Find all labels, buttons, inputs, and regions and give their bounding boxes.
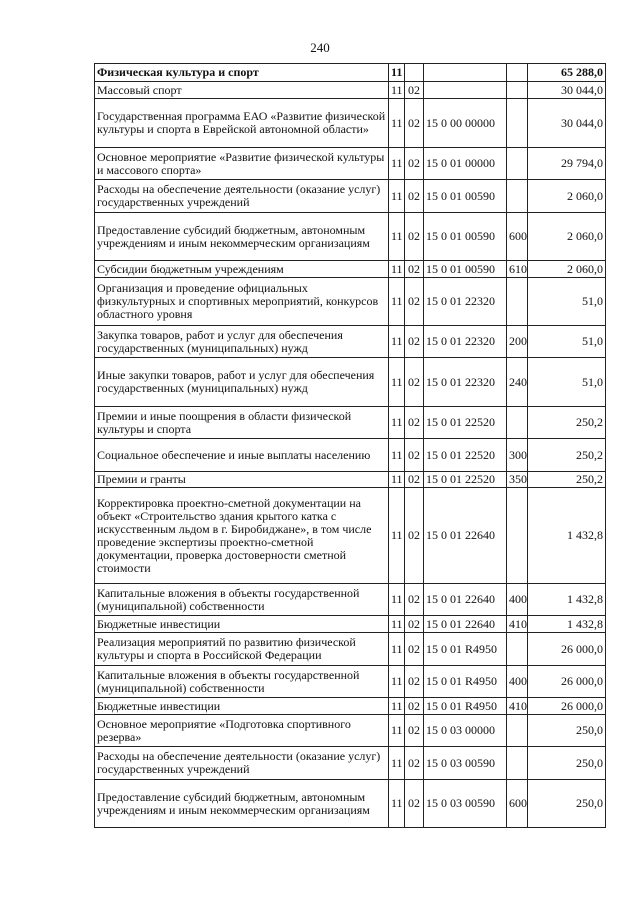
- amount-cell: 51,0: [528, 278, 606, 326]
- expense-type-cell: [507, 407, 528, 439]
- expense-name-cell: Основное мероприятие «Подготовка спортивного резерва»: [95, 715, 389, 747]
- subsection-code-cell: 02: [405, 278, 424, 326]
- subsection-code-cell: 02: [405, 82, 424, 99]
- target-article-cell: 15 0 01 22640: [424, 584, 507, 616]
- amount-cell: 1 432,8: [528, 616, 606, 633]
- target-article-cell: 15 0 01 R4950: [424, 698, 507, 715]
- target-article-cell: 15 0 01 00590: [424, 261, 507, 278]
- target-article-cell: 15 0 00 00000: [424, 99, 507, 148]
- subsection-code-cell: [405, 64, 424, 82]
- table-row: [95, 439, 606, 472]
- target-article-cell: 15 0 01 00590: [424, 213, 507, 261]
- amount-cell: 1 432,8: [528, 584, 606, 616]
- expense-type-cell: [507, 148, 528, 180]
- expense-type-cell: 200: [507, 326, 528, 358]
- amount-cell: 30 044,0: [528, 82, 606, 99]
- subsection-code-cell: 02: [405, 616, 424, 633]
- table-row: [95, 82, 606, 99]
- subsection-code-cell: 02: [405, 780, 424, 828]
- amount-cell: 65 288,0: [528, 64, 606, 82]
- amount-cell: 250,2: [528, 439, 606, 472]
- subsection-code-cell: 02: [405, 99, 424, 148]
- target-article-cell: 15 0 03 00590: [424, 780, 507, 828]
- subsection-code-cell: 02: [405, 584, 424, 616]
- expense-type-cell: [507, 180, 528, 213]
- expense-type-cell: 610: [507, 261, 528, 278]
- section-code-cell: 11: [389, 326, 405, 358]
- expense-type-cell: 400: [507, 666, 528, 698]
- subsection-code-cell: 02: [405, 261, 424, 278]
- expense-type-cell: [507, 99, 528, 148]
- subsection-code-cell: 02: [405, 747, 424, 780]
- amount-cell: 250,0: [528, 780, 606, 828]
- expense-name-cell: Корректировка проектно-сметной документации на объект «Строительство здания крытого катка с искусственным льдом в г. Биробиджане», в том числе проведение экспертизы проектно-сметной документации, проверка достоверности сметной стоимости: [95, 488, 389, 584]
- section-code-cell: 11: [389, 358, 405, 407]
- section-code-cell: 11: [389, 64, 405, 82]
- target-article-cell: 15 0 03 00000: [424, 715, 507, 747]
- target-article-cell: 15 0 01 22320: [424, 278, 507, 326]
- amount-cell: 250,2: [528, 407, 606, 439]
- expense-name-cell: Премии и гранты: [95, 472, 389, 488]
- budget-table-body: [95, 64, 606, 828]
- subsection-code-cell: 02: [405, 666, 424, 698]
- expense-type-cell: 600: [507, 213, 528, 261]
- expense-name-cell: Основное мероприятие «Развитие физической культуры и массового спорта»: [95, 148, 389, 180]
- section-code-cell: 11: [389, 747, 405, 780]
- subsection-code-cell: 02: [405, 358, 424, 407]
- section-code-cell: 11: [389, 698, 405, 715]
- section-code-cell: 11: [389, 148, 405, 180]
- amount-cell: 1 432,8: [528, 488, 606, 584]
- subsection-code-cell: 02: [405, 633, 424, 666]
- expense-type-cell: 350: [507, 472, 528, 488]
- table-row: [95, 213, 606, 261]
- amount-cell: 250,0: [528, 715, 606, 747]
- section-code-cell: 11: [389, 180, 405, 213]
- target-article-cell: 15 0 03 00590: [424, 747, 507, 780]
- expense-type-cell: [507, 488, 528, 584]
- expense-name-cell: Капитальные вложения в объекты государственной (муниципальной) собственности: [95, 584, 389, 616]
- target-article-cell: 15 0 01 22640: [424, 488, 507, 584]
- table-row: [95, 666, 606, 698]
- expense-type-cell: 240: [507, 358, 528, 407]
- table-row: [95, 99, 606, 148]
- target-article-cell: 15 0 01 R4950: [424, 666, 507, 698]
- table-row: [95, 488, 606, 584]
- expense-type-cell: [507, 64, 528, 82]
- table-row: [95, 278, 606, 326]
- amount-cell: 26 000,0: [528, 698, 606, 715]
- expense-type-cell: 410: [507, 616, 528, 633]
- amount-cell: 2 060,0: [528, 213, 606, 261]
- table-row: [95, 698, 606, 715]
- amount-cell: 2 060,0: [528, 180, 606, 213]
- section-code-cell: 11: [389, 666, 405, 698]
- table-row: [95, 715, 606, 747]
- target-article-cell: [424, 64, 507, 82]
- expense-name-cell: Государственная программа ЕАО «Развитие физической культуры и спорта в Еврейской автономной области»: [95, 99, 389, 148]
- section-code-cell: 11: [389, 82, 405, 99]
- table-row: [95, 747, 606, 780]
- expense-name-cell: Бюджетные инвестиции: [95, 616, 389, 633]
- amount-cell: 2 060,0: [528, 261, 606, 278]
- target-article-cell: 15 0 01 22520: [424, 472, 507, 488]
- section-code-cell: 11: [389, 472, 405, 488]
- table-row: [95, 358, 606, 407]
- amount-cell: 51,0: [528, 326, 606, 358]
- target-article-cell: [424, 82, 507, 99]
- subsection-code-cell: 02: [405, 698, 424, 715]
- target-article-cell: 15 0 01 00590: [424, 180, 507, 213]
- section-code-cell: 11: [389, 488, 405, 584]
- section-code-cell: 11: [389, 213, 405, 261]
- section-code-cell: 11: [389, 99, 405, 148]
- amount-cell: 26 000,0: [528, 666, 606, 698]
- table-row: [95, 472, 606, 488]
- table-row: [95, 584, 606, 616]
- expense-name-cell: Субсидии бюджетным учреждениям: [95, 261, 389, 278]
- table-row: [95, 64, 606, 82]
- table-row: [95, 261, 606, 278]
- expense-name-cell: Реализация мероприятий по развитию физической культуры и спорта в Российской Федерации: [95, 633, 389, 666]
- table-row: [95, 148, 606, 180]
- subsection-code-cell: 02: [405, 439, 424, 472]
- amount-cell: 250,2: [528, 472, 606, 488]
- section-code-cell: 11: [389, 261, 405, 278]
- amount-cell: 26 000,0: [528, 633, 606, 666]
- subsection-code-cell: 02: [405, 213, 424, 261]
- section-code-cell: 11: [389, 439, 405, 472]
- section-code-cell: 11: [389, 633, 405, 666]
- expense-name-cell: Массовый спорт: [95, 82, 389, 99]
- expense-name-cell: Премии и иные поощрения в области физической культуры и спорта: [95, 407, 389, 439]
- subsection-code-cell: 02: [405, 326, 424, 358]
- table-row: [95, 633, 606, 666]
- expense-name-cell: Организация и проведение официальных физкультурных и спортивных мероприятий, конкурсов областного уровня: [95, 278, 389, 326]
- target-article-cell: 15 0 01 22520: [424, 439, 507, 472]
- expense-type-cell: [507, 82, 528, 99]
- expense-name-cell: Бюджетные инвестиции: [95, 698, 389, 715]
- amount-cell: 250,0: [528, 747, 606, 780]
- section-code-cell: 11: [389, 780, 405, 828]
- target-article-cell: 15 0 01 R4950: [424, 633, 507, 666]
- section-code-cell: 11: [389, 278, 405, 326]
- section-code-cell: 11: [389, 584, 405, 616]
- page-number: 240: [310, 40, 330, 55]
- section-code-cell: 11: [389, 715, 405, 747]
- subsection-code-cell: 02: [405, 180, 424, 213]
- subsection-code-cell: 02: [405, 715, 424, 747]
- expense-name-cell: Закупка товаров, работ и услуг для обеспечения государственных (муниципальных) нужд: [95, 326, 389, 358]
- expense-name-cell: Физическая культура и спорт: [95, 64, 389, 82]
- expense-type-cell: [507, 747, 528, 780]
- expense-type-cell: [507, 633, 528, 666]
- expense-name-cell: Предоставление субсидий бюджетным, автономным учреждениям и иным некоммерческим организациям: [95, 780, 389, 828]
- subsection-code-cell: 02: [405, 488, 424, 584]
- expense-type-cell: [507, 278, 528, 326]
- target-article-cell: 15 0 01 22520: [424, 407, 507, 439]
- expense-name-cell: Капитальные вложения в объекты государственной (муниципальной) собственности: [95, 666, 389, 698]
- amount-cell: 29 794,0: [528, 148, 606, 180]
- expense-name-cell: Иные закупки товаров, работ и услуг для обеспечения государственных (муниципальных) нужд: [95, 358, 389, 407]
- table-row: [95, 180, 606, 213]
- amount-cell: 30 044,0: [528, 99, 606, 148]
- budget-table: [94, 63, 606, 828]
- expense-name-cell: Предоставление субсидий бюджетным, автономным учреждениям и иным некоммерческим организациям: [95, 213, 389, 261]
- expense-type-cell: [507, 715, 528, 747]
- amount-cell: 51,0: [528, 358, 606, 407]
- target-article-cell: 15 0 01 00000: [424, 148, 507, 180]
- target-article-cell: 15 0 01 22320: [424, 326, 507, 358]
- expense-type-cell: 600: [507, 780, 528, 828]
- expense-name-cell: Расходы на обеспечение деятельности (оказание услуг) государственных учреждений: [95, 180, 389, 213]
- expense-type-cell: 400: [507, 584, 528, 616]
- table-row: [95, 616, 606, 633]
- section-code-cell: 11: [389, 407, 405, 439]
- table-row: [95, 780, 606, 828]
- target-article-cell: 15 0 01 22320: [424, 358, 507, 407]
- subsection-code-cell: 02: [405, 472, 424, 488]
- expense-type-cell: 300: [507, 439, 528, 472]
- subsection-code-cell: 02: [405, 148, 424, 180]
- table-row: [95, 407, 606, 439]
- expense-name-cell: Расходы на обеспечение деятельности (оказание услуг) государственных учреждений: [95, 747, 389, 780]
- section-code-cell: 11: [389, 616, 405, 633]
- target-article-cell: 15 0 01 22640: [424, 616, 507, 633]
- expense-type-cell: 410: [507, 698, 528, 715]
- subsection-code-cell: 02: [405, 407, 424, 439]
- expense-name-cell: Социальное обеспечение и иные выплаты населению: [95, 439, 389, 472]
- table-row: [95, 326, 606, 358]
